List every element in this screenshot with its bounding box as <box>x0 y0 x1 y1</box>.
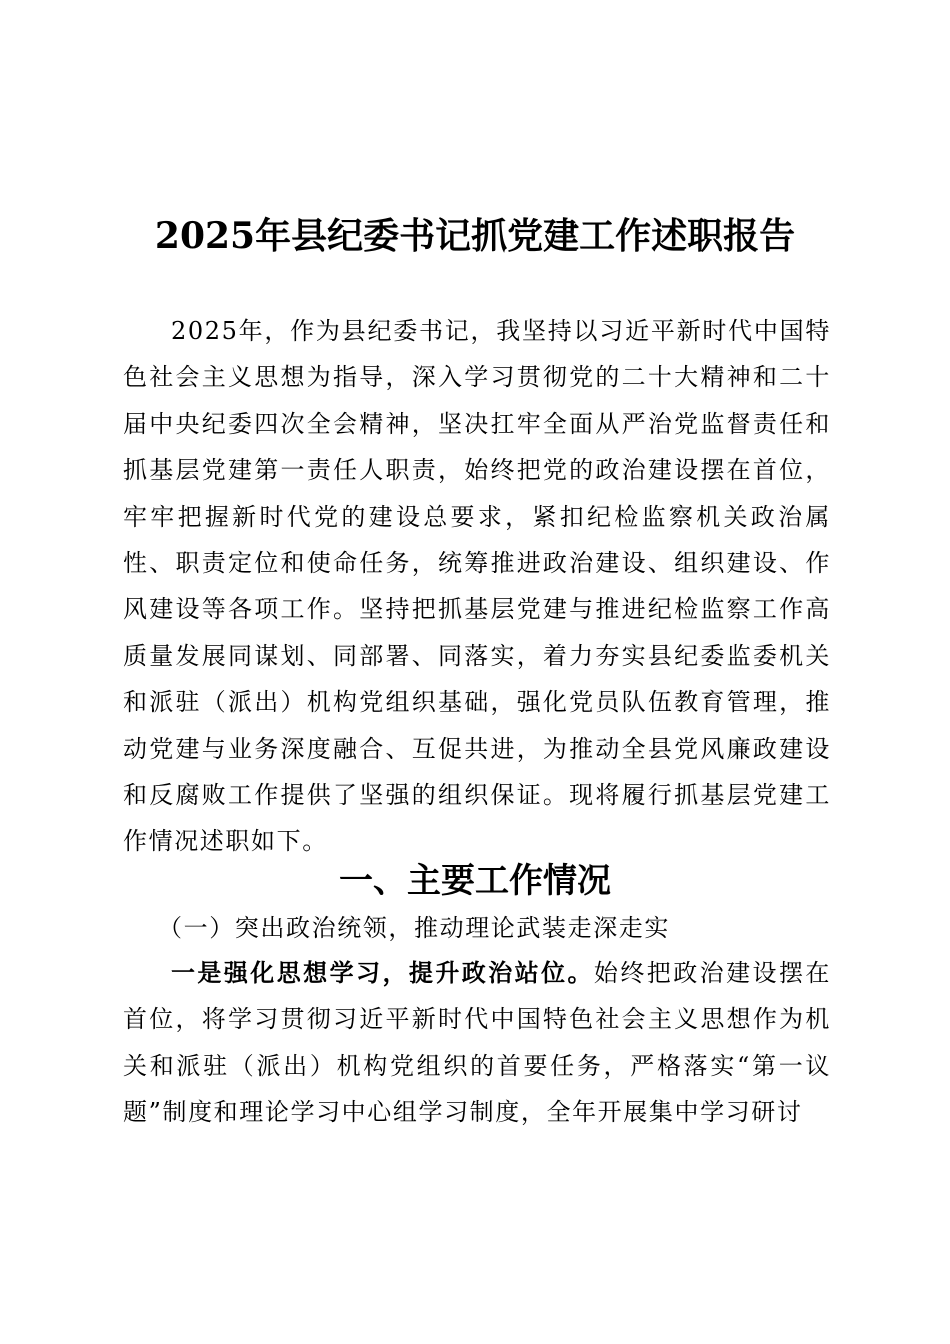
intro-paragraph-block <box>123 308 831 865</box>
section-heading: 一、主要工作情况 <box>339 861 611 901</box>
intro-paragraph: 2025年，作为县纪委书记，我坚持以习近平新时代中国特色社会主义思想为指导，深入学习贯彻党的二十大精神和二十届中央纪委四次全会精神，坚决扛牢全面从严治党监督责任和抓基层党建第一责任人职责，始终把党的政治建设摆在首位，牢牢把握新时代党的建设总要求，紧扣纪检监察机关政治属性、职责定位和使命任务，统筹推进政治建设、组织建设、作风建设等各项工作。坚持把抓基层党建与推进纪检监察工作高质量发展同谋划、同部署、同落实，着力夯实县纪委监委机关和派驻（派出）机构党组织基础，强化党员队伍教育管理，推动党建与业务深度融合、互促共进，为推动全县党风廉政建设和反腐败工作提供了坚强的组织保证。现将履行抓基层党建工作情况述职如下。 <box>123 317 831 856</box>
paragraph-lead-text: 一是强化思想学习，提升政治站位。 <box>171 958 594 987</box>
body-paragraph-block <box>123 950 831 1136</box>
subsection-heading: （一）突出政治统领，推动理论武装走深走实 <box>158 914 670 942</box>
paragraph-body-text: 始终把政治建设摆在首位，将学习贯彻习近平新时代中国特色社会主义思想作为机关和派驻（派出）机构党组织的首要任务，严格落实“第一议题”制度和理论学习中心组学习制度，全年开展集中学习研讨 <box>123 959 831 1127</box>
body-paragraph <box>123 950 831 1136</box>
document-title: 2025年县纪委书记抓党建工作述职报告 <box>154 215 796 257</box>
